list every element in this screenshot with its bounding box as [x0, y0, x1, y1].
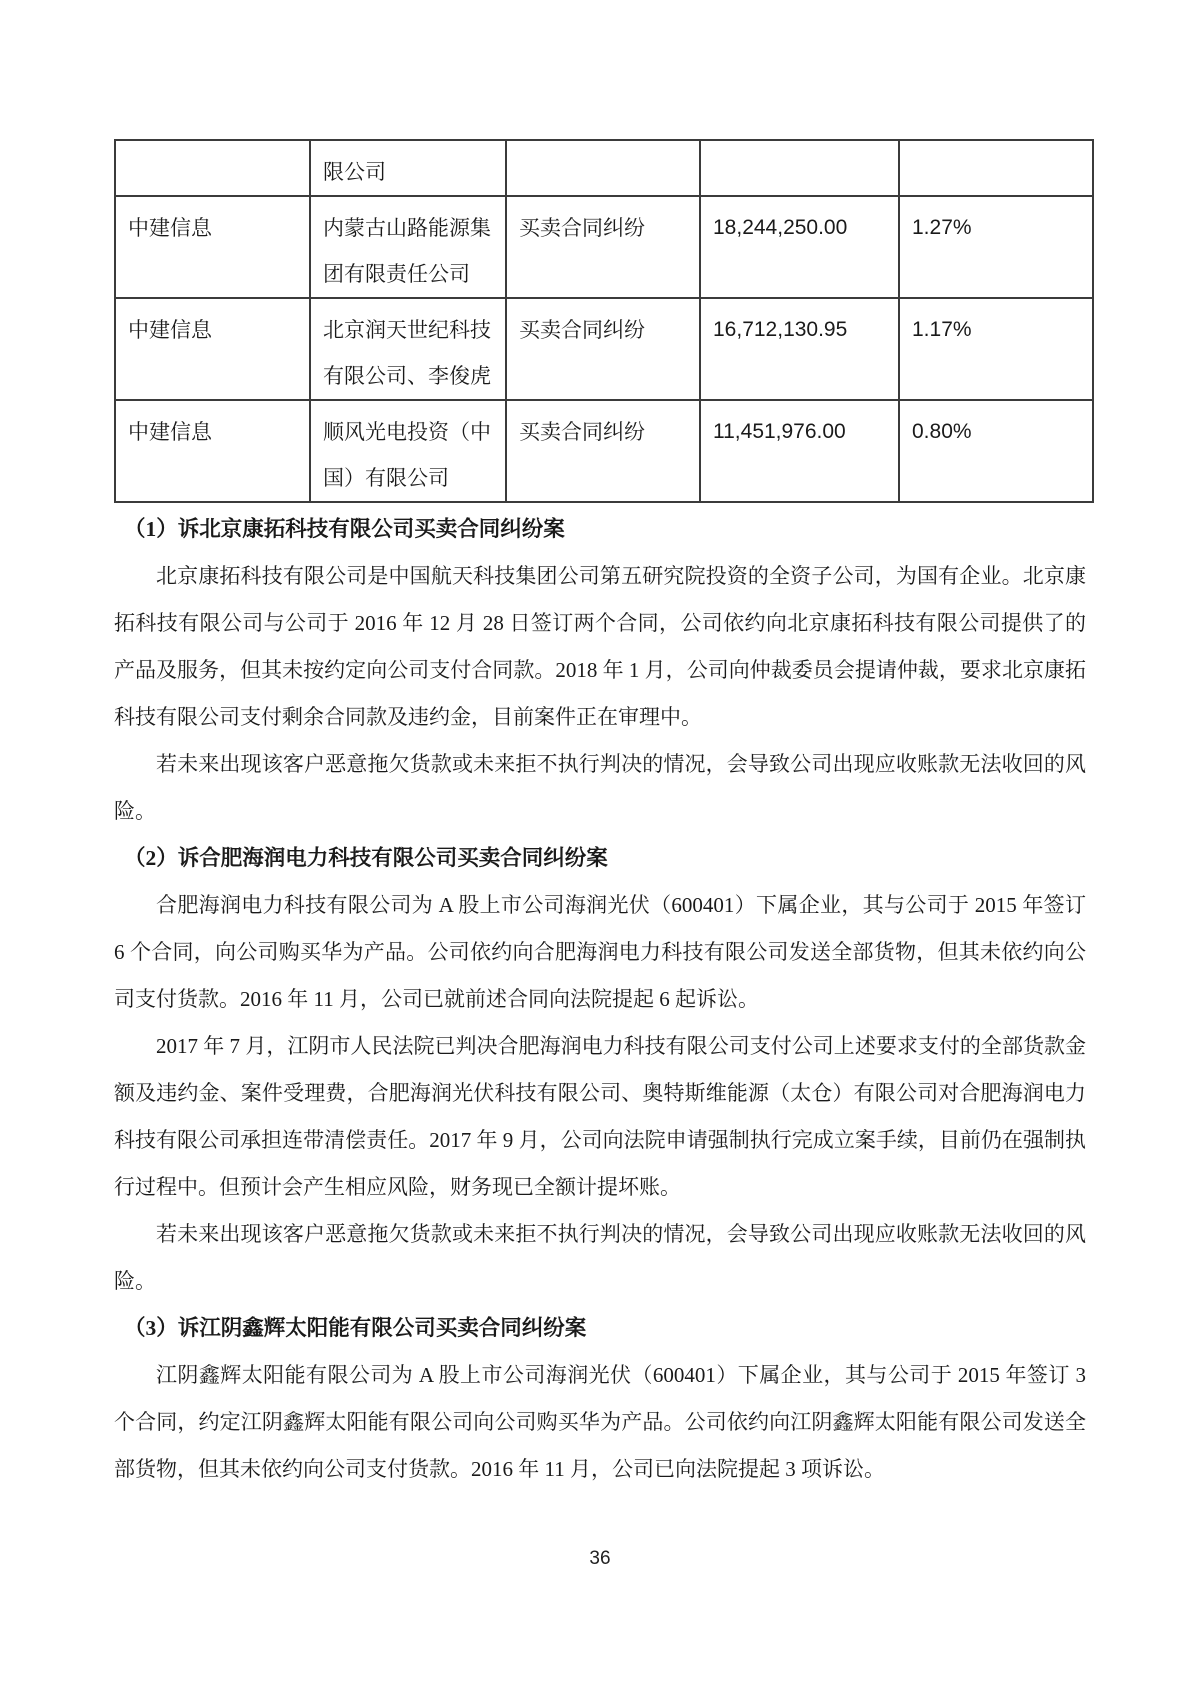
cell-defendant: 北京润天世纪科技有限公司、李俊虎: [310, 298, 506, 400]
litigation-table: [114, 139, 1094, 503]
cell-plaintiff: 中建信息: [115, 196, 310, 298]
paragraph: 合肥海润电力科技有限公司为 A 股上市公司海润光伏（600401）下属企业，其与公司于 2015 年签订 6 个合同，向公司购买华为产品。公司依约向合肥海润电力科技有限公司发送全部货物，但其未依约向公司支付货款。2016 年 11 月，公司已就前述合同向法院提起 6 起诉讼。: [114, 893, 1086, 1011]
cell-ratio: [899, 140, 1093, 196]
cell-amount: 16,712,130.95: [700, 298, 899, 400]
section-heading: （3）诉江阴鑫辉太阳能有限公司买卖合同纠纷案: [124, 1316, 587, 1340]
cell-ratio: 1.27%: [899, 196, 1093, 298]
cell-case-type: [506, 140, 700, 196]
table-row: [115, 298, 1093, 400]
cell-ratio: 1.17%: [899, 298, 1093, 400]
paragraph: 2017 年 7 月，江阴市人民法院已判决合肥海润电力科技有限公司支付公司上述要求支付的全部货款金额及违约金、案件受理费，合肥海润光伏科技有限公司、奥特斯维能源（太仓）有限公司对合肥海润电力科技有限公司承担连带清偿责任。2017 年 9 月，公司向法院申请强制执行完成立案手续，目前仍在强制执行过程中。但预计会产生相应风险，财务现已全额计提坏账。: [114, 1034, 1086, 1199]
cell-plaintiff: 中建信息: [115, 298, 310, 400]
section-heading: （1）诉北京康拓科技有限公司买卖合同纠纷案: [124, 517, 565, 541]
cell-plaintiff: [115, 140, 310, 196]
table-row-carryover: [115, 140, 1093, 196]
cell-amount: 18,244,250.00: [700, 196, 899, 298]
table-row: [115, 400, 1093, 502]
cell-case-type: 买卖合同纠纷: [506, 196, 700, 298]
cell-case-type: 买卖合同纠纷: [506, 298, 700, 400]
paragraph: 若未来出现该客户恶意拖欠货款或未来拒不执行判决的情况，会导致公司出现应收账款无法收回的风险。: [114, 752, 1086, 823]
table-row: [115, 196, 1093, 298]
paragraph: 若未来出现该客户恶意拖欠货款或未来拒不执行判决的情况，会导致公司出现应收账款无法收回的风险。: [114, 1222, 1086, 1293]
cell-defendant: 顺风光电投资（中国）有限公司: [310, 400, 506, 502]
cell-ratio: 0.80%: [899, 400, 1093, 502]
cell-amount: [700, 140, 899, 196]
section-heading: （2）诉合肥海润电力科技有限公司买卖合同纠纷案: [124, 846, 608, 870]
cell-case-type: 买卖合同纠纷: [506, 400, 700, 502]
cell-amount: 11,451,976.00: [700, 400, 899, 502]
cell-defendant: 内蒙古山路能源集团有限责任公司: [310, 196, 506, 298]
cell-defendant: 限公司: [310, 140, 506, 196]
paragraph: 江阴鑫辉太阳能有限公司为 A 股上市公司海润光伏（600401）下属企业，其与公司于 2015 年签订 3 个合同，约定江阴鑫辉太阳能有限公司向公司购买华为产品。公司依约向江阴鑫辉太阳能有限公司发送全部货物，但其未依约向公司支付货款。2016 年 11 月，公司已向法院提起 3 项诉讼。: [114, 1363, 1086, 1481]
paragraph: 北京康拓科技有限公司是中国航天科技集团公司第五研究院投资的全资子公司，为国有企业。北京康拓科技有限公司与公司于 2016 年 12 月 28 日签订两个合同，公司依约向北京康拓科技有限公司提供了的产品及服务，但其未按约定向公司支付合同款。2018 年 1 月，公司向仲裁委员会提请仲裁，要求北京康拓科技有限公司支付剩余合同款及违约金，目前案件正在审理中。: [114, 564, 1086, 729]
cell-plaintiff: 中建信息: [115, 400, 310, 502]
page-number: 36: [589, 1548, 611, 1569]
document-body: [114, 506, 1086, 1493]
